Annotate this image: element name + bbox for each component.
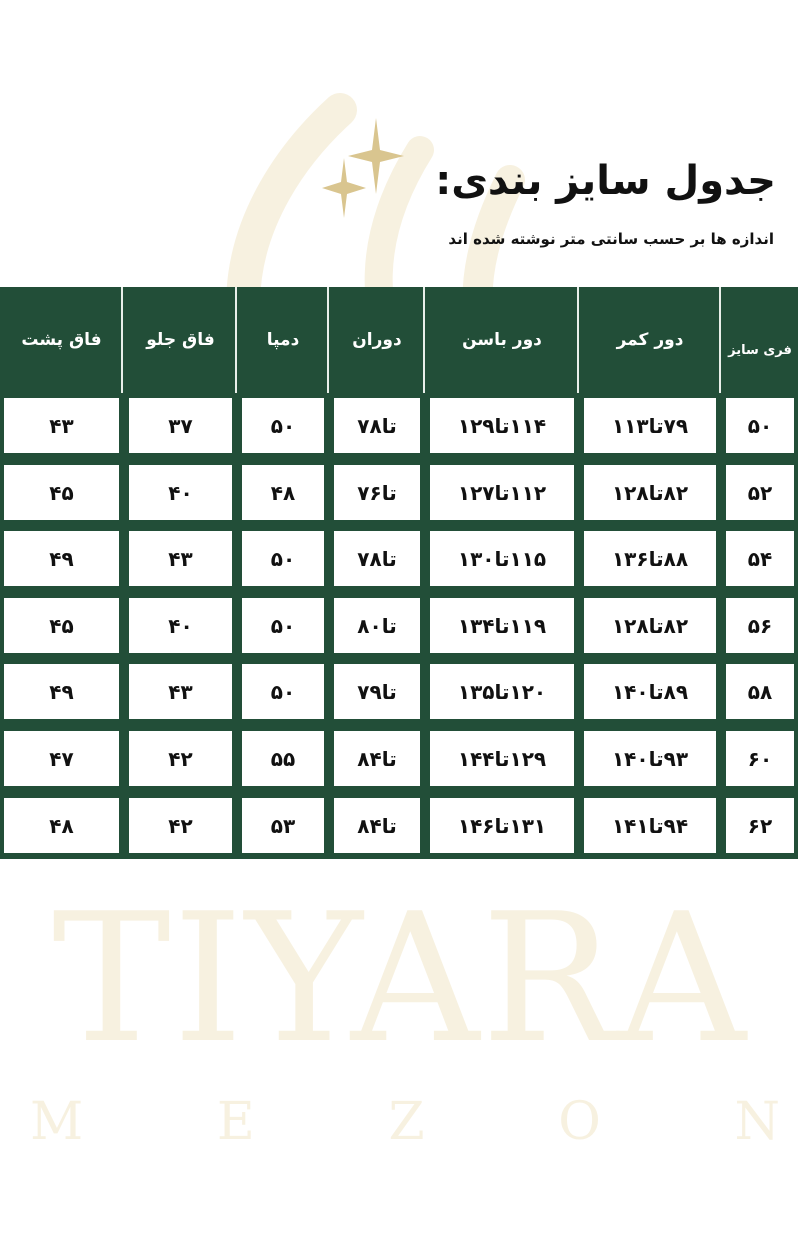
table-cell: ۴۸ [2,796,121,855]
table-cell: ۵۰ [724,396,796,455]
table-cell: تا۷۶ [332,463,422,522]
table-cell: ۵۶ [724,596,796,655]
table-body [0,393,798,859]
header-front-rise: فاق جلو [146,330,215,350]
header-divider [327,287,329,393]
table-cell: ۵۵ [240,729,326,788]
table-cell: ۴۳ [2,396,121,455]
table-cell: ۹۳تا۱۴۰ [582,729,718,788]
header-hem: دمپا [266,330,300,350]
page-title: جدول سایز بندی: [435,158,776,204]
table-cell: ۶۰ [724,729,796,788]
table-cell: ۴۰ [127,596,234,655]
table-cell: تا۷۸ [332,529,422,588]
table-cell: ۵۳ [240,796,326,855]
watermark-letter: M [30,1092,84,1152]
header-free-size: فری سایز [728,342,792,358]
header-divider [423,287,425,393]
table-cell: ۴۸ [240,463,326,522]
table-cell: ۵۰ [240,662,326,721]
table-cell: تا۸۴ [332,729,422,788]
table-cell: ۵۸ [724,662,796,721]
table-cell: ۸۹تا۱۴۰ [582,662,718,721]
header-divider [577,287,579,393]
table-cell: ۴۳ [127,662,234,721]
table-cell: تا۷۹ [332,662,422,721]
table-cell: ۴۷ [2,729,121,788]
table-cell: ۶۲ [724,796,796,855]
table-cell: ۴۳ [127,529,234,588]
table-cell: ۱۲۰تا۱۳۵ [428,662,576,721]
page-subtitle: اندازه ها بر حسب سانتی متر نوشته شده اند [448,230,774,248]
watermark-letter: N [734,1092,780,1152]
table-cell: ۱۲۹تا۱۴۴ [428,729,576,788]
table-cell: ۴۵ [2,463,121,522]
table-cell: ۴۲ [127,796,234,855]
table-cell: تا۷۸ [332,396,422,455]
table-cell: تا۸۴ [332,796,422,855]
table-cell: ۵۰ [240,529,326,588]
table-cell: ۷۹تا۱۱۳ [582,396,718,455]
table-cell: ۵۴ [724,529,796,588]
watermark-letter: O [558,1092,601,1152]
table-cell: ۱۱۵تا۱۳۰ [428,529,576,588]
watermark-sub [30,1092,780,1152]
table-cell: ۴۰ [127,463,234,522]
size-table [0,287,798,859]
header-waist: دور کمر [616,330,684,350]
table-cell: ۱۱۴تا۱۲۹ [428,396,576,455]
table-cell: ۵۲ [724,463,796,522]
watermark-letter: E [216,1092,255,1152]
table-cell: ۴۹ [2,529,121,588]
table-cell: ۸۲تا۱۲۸ [582,596,718,655]
watermark-letter: Z [388,1092,425,1152]
table-cell: ۴۵ [2,596,121,655]
table-cell: ۵۰ [240,596,326,655]
table-cell: ۱۱۹تا۱۳۴ [428,596,576,655]
table-cell: ۱۳۱تا۱۴۶ [428,796,576,855]
table-cell: ۹۴تا۱۴۱ [582,796,718,855]
table-cell: ۸۸تا۱۳۶ [582,529,718,588]
sparkle-icon [318,112,408,222]
header-hip: دور باسن [462,330,542,350]
table-cell: ۳۷ [127,396,234,455]
table-cell: ۸۲تا۱۲۸ [582,463,718,522]
header-divider [719,287,721,393]
header-thigh: دوران [352,330,402,350]
table-cell: ۴۹ [2,662,121,721]
table-cell: ۵۰ [240,396,326,455]
watermark-brand: TIYARA [52,875,748,1082]
header-divider [121,287,123,393]
table-cell: تا۸۰ [332,596,422,655]
header-divider [235,287,237,393]
table-cell: ۱۱۲تا۱۲۷ [428,463,576,522]
table-header-row [0,287,798,393]
header-back-rise: فاق پشت [21,330,102,350]
table-cell: ۴۲ [127,729,234,788]
